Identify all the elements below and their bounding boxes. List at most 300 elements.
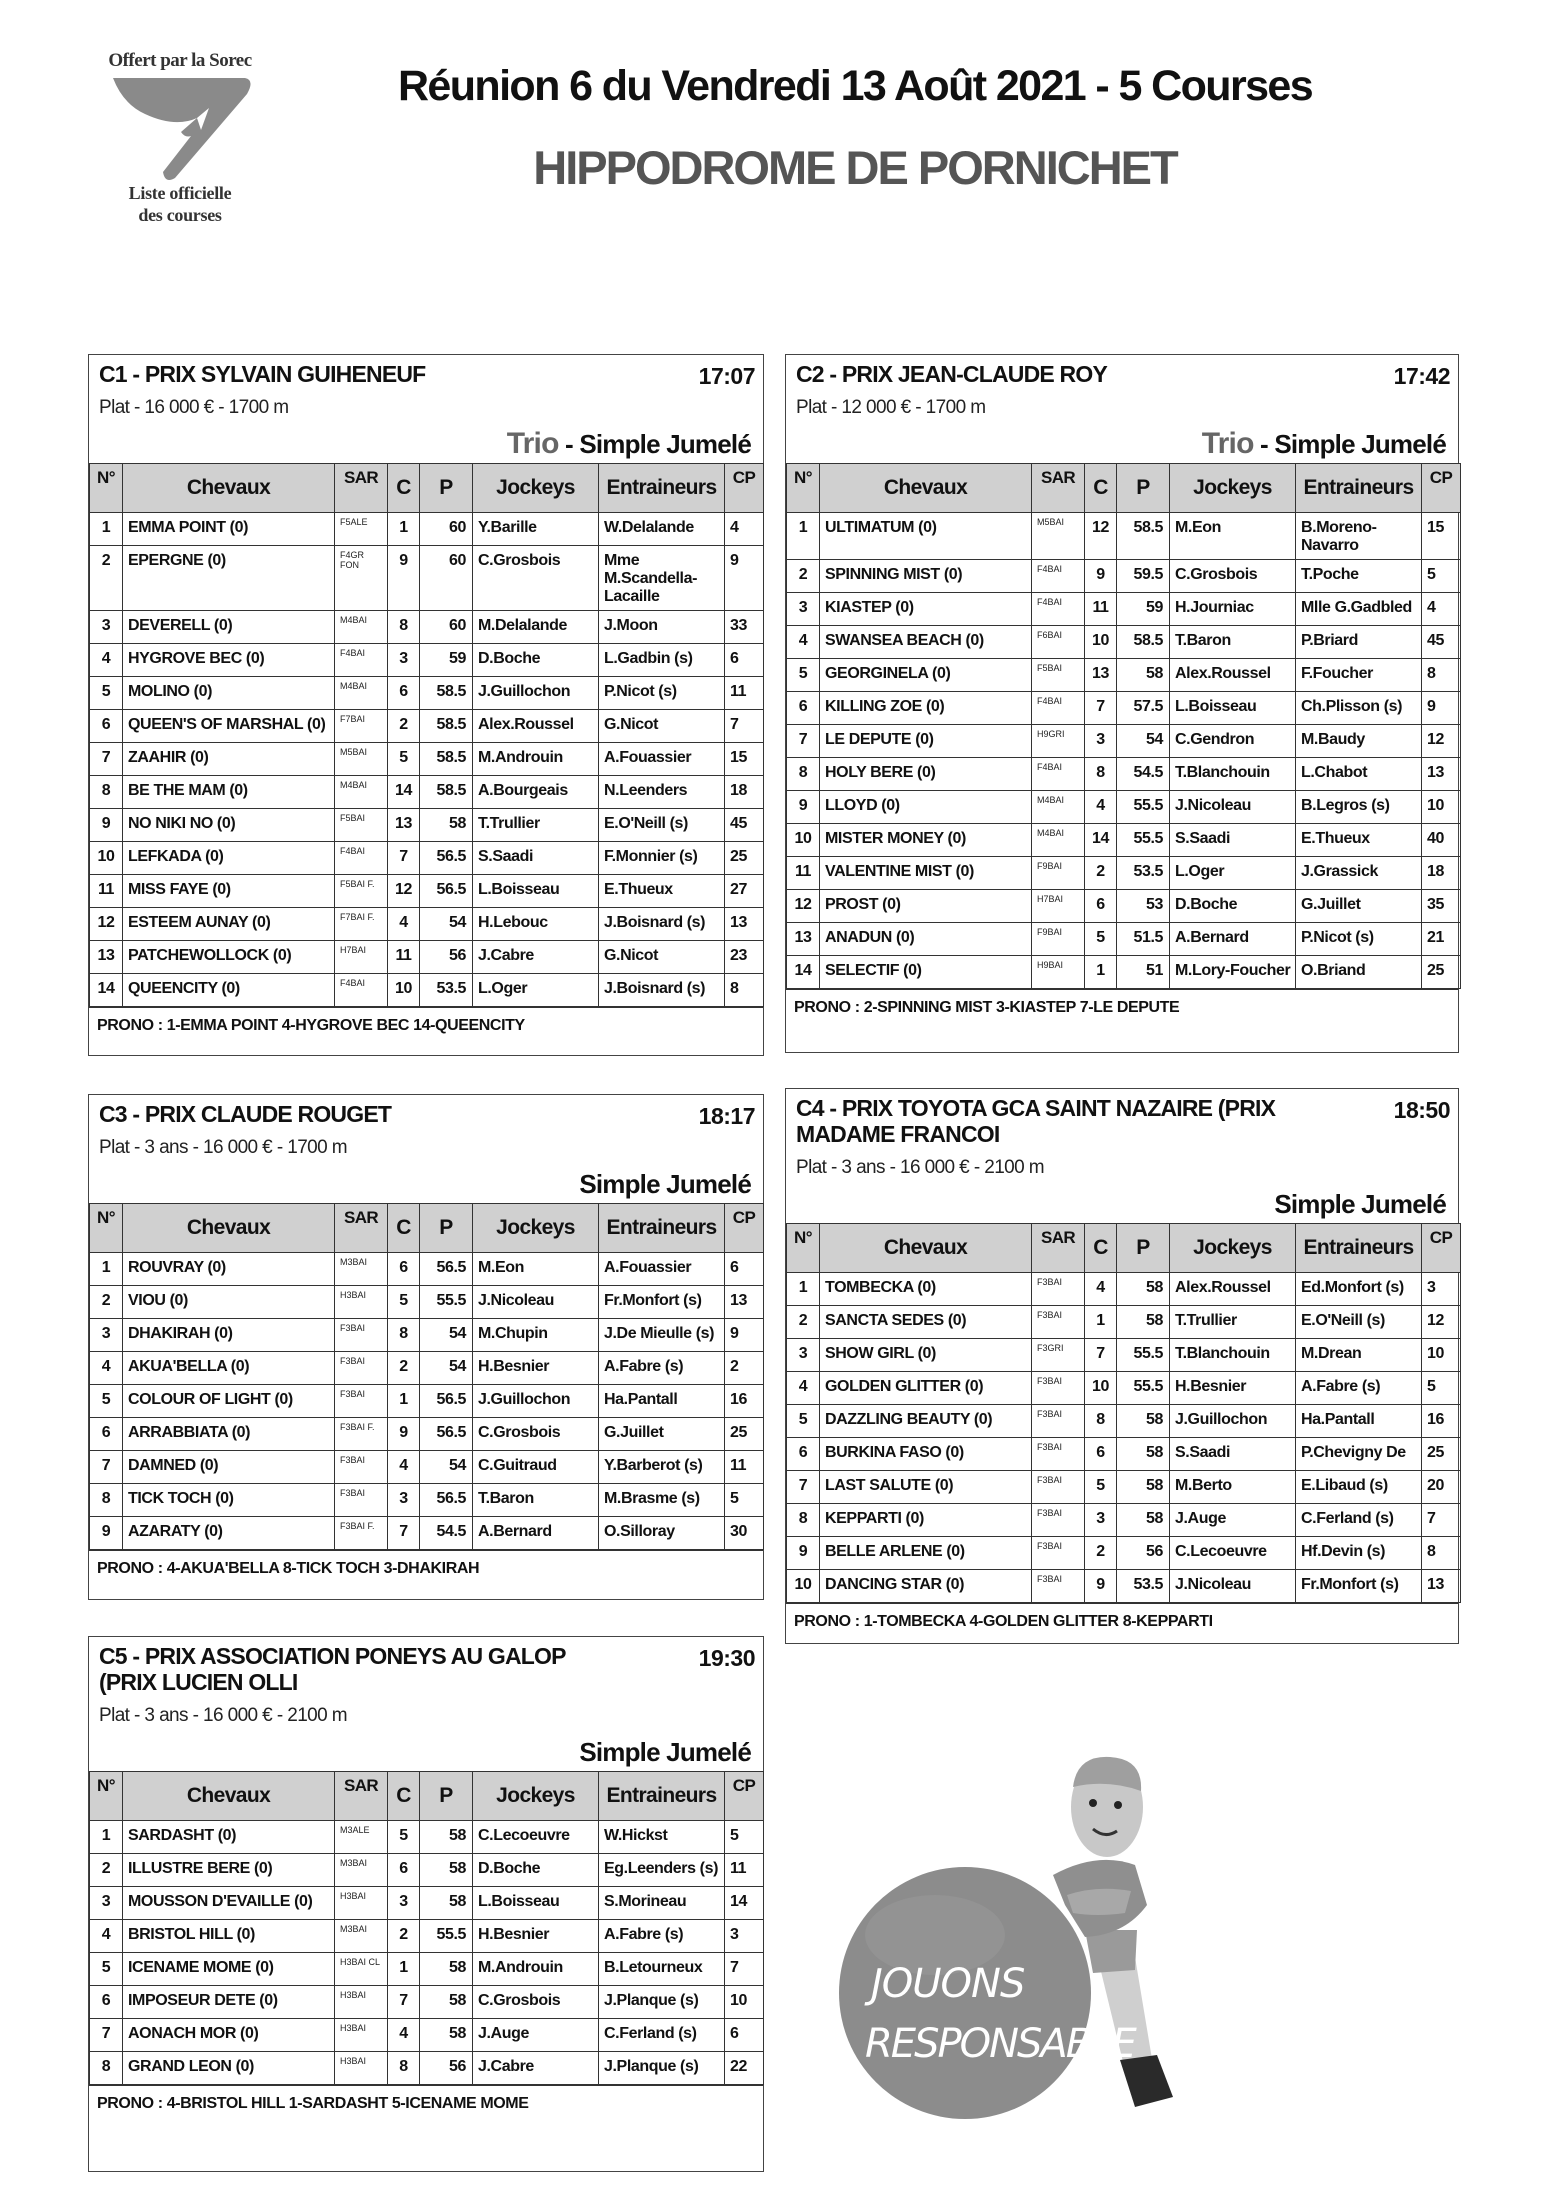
col-trainer-header: Entraineurs: [599, 1204, 725, 1253]
horse-name: DAMNED (0): [123, 1451, 335, 1484]
draw: 2: [1085, 857, 1117, 890]
horse-sar: H7BAI: [335, 941, 388, 974]
table-row: [787, 1537, 1461, 1570]
cp: 5: [725, 1484, 764, 1517]
weight: 54: [420, 1451, 473, 1484]
table-row: [787, 1504, 1461, 1537]
cp: 25: [1422, 956, 1461, 989]
jockey: J.Nicoleau: [1170, 1570, 1296, 1603]
table-row: [787, 857, 1461, 890]
jockey: A.Bernard: [473, 1517, 599, 1550]
race-header: [786, 1089, 1458, 1223]
horse-sar: H3BAI: [335, 2019, 388, 2052]
weight: 55.5: [420, 1286, 473, 1319]
draw: 10: [388, 974, 420, 1007]
weight: 58.5: [420, 743, 473, 776]
cp: 6: [725, 2019, 764, 2052]
horse-sar: F3BAI: [1032, 1438, 1085, 1471]
table-row: [90, 1986, 764, 2019]
draw: 12: [388, 875, 420, 908]
bet-simple-jumele: - Simple Jumelé: [558, 429, 751, 459]
horse-sar: F4BAI: [1032, 560, 1085, 593]
col-trainer-header: Entraineurs: [1296, 464, 1422, 513]
horse-name: DEVERELL (0): [123, 611, 335, 644]
race-header: [89, 1095, 763, 1203]
trainer: M.Drean: [1296, 1339, 1422, 1372]
bet-simple-jumele: - Simple Jumelé: [1253, 429, 1446, 459]
jockey: M.Berto: [1170, 1471, 1296, 1504]
weight: 58: [1117, 1273, 1170, 1306]
weight: 59: [1117, 593, 1170, 626]
table-row: [787, 1273, 1461, 1306]
horse-number: 2: [787, 1306, 820, 1339]
responsible-gaming-mascot: [835, 1725, 1255, 2145]
trainer: Fr.Monfort (s): [1296, 1570, 1422, 1603]
jockey: C.Guitraud: [473, 1451, 599, 1484]
table-row: [787, 824, 1461, 857]
col-sar-header: SAR: [1032, 464, 1085, 513]
jockey: M.Androuin: [473, 1953, 599, 1986]
trainer: A.Fabre (s): [1296, 1372, 1422, 1405]
cp: 4: [725, 513, 764, 546]
draw: 10: [1085, 1372, 1117, 1405]
cp: 7: [725, 710, 764, 743]
horse-name: ICENAME MOME (0): [123, 1953, 335, 1986]
table-row: [787, 626, 1461, 659]
col-weight-header: P: [420, 1204, 473, 1253]
jockey: J.Cabre: [473, 2052, 599, 2085]
table-row: [787, 725, 1461, 758]
weight: 59: [420, 644, 473, 677]
trainer: G.Juillet: [599, 1418, 725, 1451]
trainer: A.Fouassier: [599, 743, 725, 776]
horse-name: KILLING ZOE (0): [820, 692, 1032, 725]
weight: 58: [420, 2019, 473, 2052]
weight: 56.5: [420, 1484, 473, 1517]
cp: 35: [1422, 890, 1461, 923]
trainer: B.Letourneux: [599, 1953, 725, 1986]
table-row: [90, 842, 764, 875]
horse-sar: F3BAI: [1032, 1372, 1085, 1405]
trainer: B.Moreno-Navarro: [1296, 513, 1422, 560]
draw: 4: [388, 1451, 420, 1484]
jockey: J.Nicoleau: [473, 1286, 599, 1319]
jockey: M.Eon: [473, 1253, 599, 1286]
horse-number: 5: [787, 659, 820, 692]
horse-name: AKUA'BELLA (0): [123, 1352, 335, 1385]
race-prono: PRONO : 4-BRISTOL HILL 1-SARDASHT 5-ICENAME MOME: [89, 2085, 763, 2122]
weight: 56.5: [420, 875, 473, 908]
cp: 25: [725, 842, 764, 875]
weight: 56.5: [420, 842, 473, 875]
bet-simple-jumele: Simple Jumelé: [1274, 1189, 1446, 1219]
table-row: [787, 956, 1461, 989]
horse-name: LEFKADA (0): [123, 842, 335, 875]
horse-number: 4: [787, 1372, 820, 1405]
table-row: [90, 941, 764, 974]
draw: 7: [388, 842, 420, 875]
race-card-c1: [88, 354, 764, 1056]
weight: 56.5: [420, 1253, 473, 1286]
horse-number: 9: [787, 1537, 820, 1570]
weight: 54: [1117, 725, 1170, 758]
horse-sar: M3BAI: [335, 1920, 388, 1953]
table-row: [90, 809, 764, 842]
table-row: [90, 546, 764, 611]
horse-sar: F3BAI: [335, 1352, 388, 1385]
table-row: [90, 644, 764, 677]
horse-number: 4: [787, 626, 820, 659]
horse-number: 14: [787, 956, 820, 989]
horse-sar: F9BAI: [1032, 857, 1085, 890]
race-title: C4 - PRIX TOYOTA GCA SAINT NAZAIRE (PRIX MADAME FRANCOI: [796, 1095, 1276, 1147]
weight: 58: [420, 809, 473, 842]
trainer: J.Moon: [599, 611, 725, 644]
horse-number: 3: [787, 1339, 820, 1372]
weight: 51: [1117, 956, 1170, 989]
weight: 58: [1117, 1438, 1170, 1471]
horse-number: 8: [90, 2052, 123, 2085]
horse-name: HOLY BERE (0): [820, 758, 1032, 791]
col-sar-header: SAR: [335, 1772, 388, 1821]
horse-sar: F3BAI: [1032, 1504, 1085, 1537]
horse-sar: F7BAI: [335, 710, 388, 743]
table-row: [90, 908, 764, 941]
horse-name: IMPOSEUR DETE (0): [123, 1986, 335, 2019]
col-cp-header: CP: [725, 464, 764, 513]
horse-name: MOUSSON D'EVAILLE (0): [123, 1887, 335, 1920]
draw: 8: [1085, 758, 1117, 791]
trainer: Mlle G.Gadbled: [1296, 593, 1422, 626]
trainer: E.Thueux: [599, 875, 725, 908]
table-row: [90, 1286, 764, 1319]
trainer: T.Poche: [1296, 560, 1422, 593]
cp: 40: [1422, 824, 1461, 857]
horse-name: DHAKIRAH (0): [123, 1319, 335, 1352]
cp: 12: [1422, 1306, 1461, 1339]
table-row: [787, 593, 1461, 626]
table-header-row: [90, 1772, 764, 1821]
col-horse-header: Chevaux: [123, 1772, 335, 1821]
jockey: C.Grosbois: [473, 546, 599, 611]
cp: 6: [725, 1253, 764, 1286]
horse-sar: F3BAI F.: [335, 1418, 388, 1451]
race-time: 17:07: [698, 363, 755, 389]
jockey: S.Saadi: [1170, 824, 1296, 857]
horse-number: 10: [787, 1570, 820, 1603]
jockey: J.Cabre: [473, 941, 599, 974]
trainer: J.Boisnard (s): [599, 908, 725, 941]
logo-official-list: Liste officielle: [128, 183, 232, 203]
jockey: Alex.Roussel: [1170, 659, 1296, 692]
draw: 14: [1085, 824, 1117, 857]
draw: 5: [388, 1821, 420, 1854]
draw: 2: [388, 1352, 420, 1385]
trainer: J.Grassick: [1296, 857, 1422, 890]
horse-name: DANCING STAR (0): [820, 1570, 1032, 1603]
horse-name: QUEEN'S OF MARSHAL (0): [123, 710, 335, 743]
jockey: A.Bernard: [1170, 923, 1296, 956]
draw: 5: [388, 743, 420, 776]
col-jockey-header: Jockeys: [473, 464, 599, 513]
weight: 55.5: [1117, 1372, 1170, 1405]
jockey: A.Bourgeais: [473, 776, 599, 809]
col-sar-header: SAR: [1032, 1224, 1085, 1273]
table-row: [90, 513, 764, 546]
race-description: Plat - 16 000 € - 1700 m: [99, 397, 289, 418]
horse-name: LE DEPUTE (0): [820, 725, 1032, 758]
horse-name: ARRABBIATA (0): [123, 1418, 335, 1451]
col-horse-header: Chevaux: [820, 464, 1032, 513]
cp: 4: [1422, 593, 1461, 626]
horse-number: 3: [90, 1319, 123, 1352]
horse-name: SWANSEA BEACH (0): [820, 626, 1032, 659]
cp: 9: [725, 546, 764, 611]
horse-name: BRISTOL HILL (0): [123, 1920, 335, 1953]
horse-sar: H9GRI: [1032, 725, 1085, 758]
bet-trio: Trio: [506, 427, 559, 460]
mascot-text-line2: RESPONSABLE: [865, 2021, 1135, 2067]
col-draw-header: C: [388, 1772, 420, 1821]
cp: 8: [1422, 1537, 1461, 1570]
weight: 55.5: [1117, 824, 1170, 857]
draw: 1: [388, 1385, 420, 1418]
cp: 25: [1422, 1438, 1461, 1471]
trainer: F.Monnier (s): [599, 842, 725, 875]
col-cp-header: CP: [1422, 1224, 1461, 1273]
horse-sar: H3BAI: [335, 1986, 388, 2019]
horse-sar: M3ALE: [335, 1821, 388, 1854]
horse-name: SPINNING MIST (0): [820, 560, 1032, 593]
cp: 25: [725, 1418, 764, 1451]
horse-name: BE THE MAM (0): [123, 776, 335, 809]
horse-name: ILLUSTRE BERE (0): [123, 1854, 335, 1887]
horse-name: LLOYD (0): [820, 791, 1032, 824]
trainer: Ha.Pantall: [1296, 1405, 1422, 1438]
col-jockey-header: Jockeys: [473, 1772, 599, 1821]
horse-sar: F4BAI: [1032, 758, 1085, 791]
weight: 54: [420, 1352, 473, 1385]
horse-name: PATCHEWOLLOCK (0): [123, 941, 335, 974]
draw: 8: [388, 1319, 420, 1352]
cp: 45: [1422, 626, 1461, 659]
table-header-row: [787, 1224, 1461, 1273]
draw: 9: [1085, 560, 1117, 593]
race-card-c2: [785, 354, 1459, 1053]
trainer: Y.Barberot (s): [599, 1451, 725, 1484]
runners-table: [89, 1771, 764, 2085]
weight: 60: [420, 546, 473, 611]
horse-sar: F5ALE: [335, 513, 388, 546]
jockey: T.Blanchouin: [1170, 758, 1296, 791]
cp: 12: [1422, 725, 1461, 758]
cp: 5: [1422, 560, 1461, 593]
weight: 60: [420, 513, 473, 546]
horse-number: 6: [90, 710, 123, 743]
horse-number: 11: [787, 857, 820, 890]
col-horse-header: Chevaux: [123, 1204, 335, 1253]
horse-sar: F4BAI: [335, 842, 388, 875]
table-header-row: [90, 1204, 764, 1253]
trainer: O.Briand: [1296, 956, 1422, 989]
trainer: J.De Mieulle (s): [599, 1319, 725, 1352]
cp: 5: [725, 1821, 764, 1854]
table-row: [787, 890, 1461, 923]
trainer: Hf.Devin (s): [1296, 1537, 1422, 1570]
col-jockey-header: Jockeys: [473, 1204, 599, 1253]
trainer: E.O'Neill (s): [1296, 1306, 1422, 1339]
cp: 13: [725, 1286, 764, 1319]
horse-number: 11: [90, 875, 123, 908]
horse-number: 8: [787, 758, 820, 791]
horse-name: TICK TOCH (0): [123, 1484, 335, 1517]
cp: 20: [1422, 1471, 1461, 1504]
horse-number: 3: [90, 611, 123, 644]
draw: 7: [388, 1517, 420, 1550]
table-row: [90, 1451, 764, 1484]
jockey: Alex.Roussel: [1170, 1273, 1296, 1306]
jockey: C.Lecoeuvre: [1170, 1537, 1296, 1570]
draw: 2: [388, 1920, 420, 1953]
trainer: P.Nicot (s): [599, 677, 725, 710]
cp: 22: [725, 2052, 764, 2085]
draw: 4: [1085, 1273, 1117, 1306]
draw: 8: [388, 611, 420, 644]
cp: 23: [725, 941, 764, 974]
draw: 3: [388, 1887, 420, 1920]
trainer: B.Legros (s): [1296, 791, 1422, 824]
jockey: S.Saadi: [473, 842, 599, 875]
table-row: [90, 1484, 764, 1517]
cp: 11: [725, 677, 764, 710]
jockey: M.Delalande: [473, 611, 599, 644]
table-row: [787, 1372, 1461, 1405]
weight: 54.5: [420, 1517, 473, 1550]
jockey: C.Gendron: [1170, 725, 1296, 758]
horse-name: ZAAHIR (0): [123, 743, 335, 776]
trainer: S.Morineau: [599, 1887, 725, 1920]
cp: 13: [1422, 1570, 1461, 1603]
horse-number: 7: [787, 725, 820, 758]
table-row: [787, 513, 1461, 560]
col-trainer-header: Entraineurs: [1296, 1224, 1422, 1273]
draw: 9: [388, 546, 420, 611]
jockey: L.Boisseau: [473, 1887, 599, 1920]
jockey: Alex.Roussel: [473, 710, 599, 743]
draw: 1: [1085, 956, 1117, 989]
table-row: [787, 1438, 1461, 1471]
table-row: [787, 791, 1461, 824]
col-jockey-header: Jockeys: [1170, 1224, 1296, 1273]
cp: 16: [1422, 1405, 1461, 1438]
horse-sar: M4BAI: [335, 776, 388, 809]
weight: 57.5: [1117, 692, 1170, 725]
cp: 18: [725, 776, 764, 809]
horse-sar: F3BAI: [1032, 1273, 1085, 1306]
horse-sar: F6BAI: [1032, 626, 1085, 659]
cp: 11: [725, 1451, 764, 1484]
cp: 8: [1422, 659, 1461, 692]
horse-sar: F3BAI: [1032, 1306, 1085, 1339]
horse-number: 1: [90, 1253, 123, 1286]
jockey: H.Besnier: [473, 1920, 599, 1953]
jockey: L.Boisseau: [473, 875, 599, 908]
jockey: H.Besnier: [473, 1352, 599, 1385]
weight: 59.5: [1117, 560, 1170, 593]
trainer: O.Silloray: [599, 1517, 725, 1550]
jockey: T.Trullier: [1170, 1306, 1296, 1339]
col-number-header: N°: [787, 1224, 820, 1273]
horse-number: 9: [787, 791, 820, 824]
horse-number: 4: [90, 644, 123, 677]
table-row: [787, 560, 1461, 593]
horse-sar: F3BAI: [1032, 1471, 1085, 1504]
cp: 16: [725, 1385, 764, 1418]
draw: 5: [388, 1286, 420, 1319]
weight: 58: [1117, 1306, 1170, 1339]
horse-sar: H3BAI: [335, 2052, 388, 2085]
horse-sar: M5BAI: [335, 743, 388, 776]
horse-name: LAST SALUTE (0): [820, 1471, 1032, 1504]
horse-name: PROST (0): [820, 890, 1032, 923]
col-number-header: N°: [90, 1204, 123, 1253]
table-row: [787, 692, 1461, 725]
jockey: M.Androuin: [473, 743, 599, 776]
race-prono: PRONO : 2-SPINNING MIST 3-KIASTEP 7-LE DEPUTE: [786, 989, 1458, 1026]
weight: 53.5: [1117, 857, 1170, 890]
col-number-header: N°: [90, 464, 123, 513]
trainer: C.Ferland (s): [1296, 1504, 1422, 1537]
cp: 7: [725, 1953, 764, 1986]
horse-name: TOMBECKA (0): [820, 1273, 1032, 1306]
horse-name: AZARATY (0): [123, 1517, 335, 1550]
weight: 60: [420, 611, 473, 644]
horse-name: GRAND LEON (0): [123, 2052, 335, 2085]
horse-head-icon: [105, 74, 255, 182]
draw: 4: [1085, 791, 1117, 824]
cp: 10: [1422, 1339, 1461, 1372]
jockey: J.Nicoleau: [1170, 791, 1296, 824]
race-time: 17:42: [1393, 363, 1450, 389]
table-row: [90, 1854, 764, 1887]
trainer: W.Hickst: [599, 1821, 725, 1854]
horse-number: 9: [90, 809, 123, 842]
horse-sar: F3BAI: [335, 1385, 388, 1418]
table-row: [787, 1405, 1461, 1438]
table-row: [90, 1953, 764, 1986]
weight: 56: [1117, 1537, 1170, 1570]
horse-name: MISTER MONEY (0): [820, 824, 1032, 857]
cp: 9: [725, 1319, 764, 1352]
trainer: A.Fabre (s): [599, 1352, 725, 1385]
draw: 7: [1085, 1339, 1117, 1372]
weight: 58.5: [420, 776, 473, 809]
horse-sar: F3BAI: [1032, 1537, 1085, 1570]
trainer: G.Nicot: [599, 710, 725, 743]
horse-name: COLOUR OF LIGHT (0): [123, 1385, 335, 1418]
jockey: T.Trullier: [473, 809, 599, 842]
horse-sar: M4BAI: [335, 611, 388, 644]
horse-name: GOLDEN GLITTER (0): [820, 1372, 1032, 1405]
horse-number: 14: [90, 974, 123, 1007]
horse-name: ULTIMATUM (0): [820, 513, 1032, 560]
horse-name: QUEENCITY (0): [123, 974, 335, 1007]
table-row: [787, 1570, 1461, 1603]
draw: 3: [388, 1484, 420, 1517]
table-row: [90, 611, 764, 644]
draw: 6: [388, 677, 420, 710]
trainer: C.Ferland (s): [599, 2019, 725, 2052]
